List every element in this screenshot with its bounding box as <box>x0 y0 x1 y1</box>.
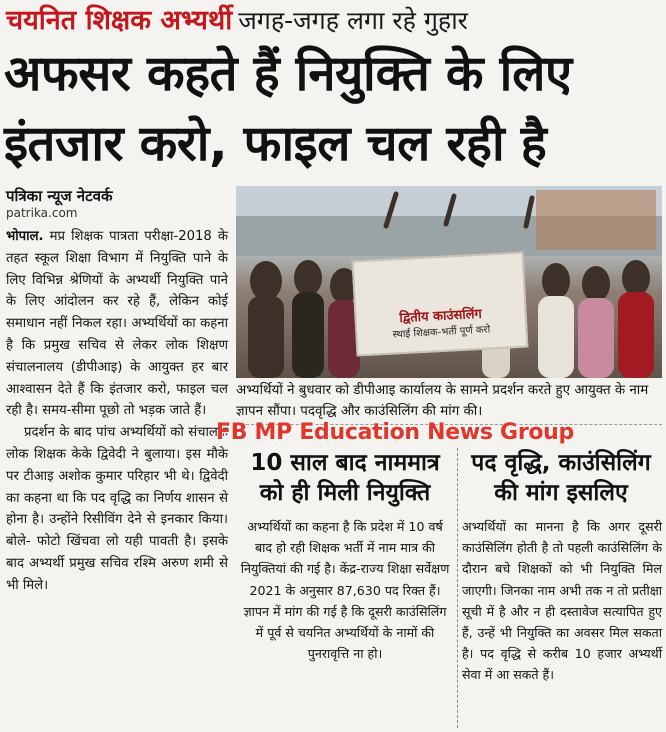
dateline-city: भोपाल. <box>6 229 44 244</box>
mid-column-article <box>238 516 452 664</box>
right-column-article <box>462 516 662 686</box>
mid-column-text: अभ्यर्थियों का कहना है कि प्रदेश में 10 वर्ष बाद हो रही शिक्षक भर्ती में नाम मात्र की नियुक्तियां की गई है। केंद्र-राज्य शिक्षा सर्वेक्षण 2021 के अनुसार 87,630 पद रिक्त हैं। ज्ञापन में मांग की गई है कि दूसरी काउंसिलिंग में पूर्व से चयनित अभ्यर्थियों के नामों की पुनरावृत्ति ना हो। <box>240 519 450 662</box>
headline-line-1: अफसर कहते हैं नियुक्ति के लिए <box>4 45 572 102</box>
protest-banner <box>352 252 529 357</box>
right-subhead: पद वृद्धि, काउंसिलिंग की मांग इसलिए <box>471 450 651 506</box>
left-column-article <box>6 226 228 597</box>
banner-subtitle: स्थाई शिक्षक-भर्ती पूर्ण करो <box>392 324 491 341</box>
watermark-text: FB MP Education News Group <box>216 420 574 445</box>
left-para-2: प्रदर्शन के बाद पांच अभ्यर्थियों को संचालक लोक शिक्षक केके द्विवेदी ने बुलाया। इस मौके पर टीआइ अशोक कुमार परिहार भी थे। द्विवेदी का कहना था कि पद वृद्धि का निर्णय शासन से होना है। उन्होंने रिसीविंग देने से इनकार किया। बोले- फोटो खिंचवा लो यही पावती है। इसके बाद अभ्यर्थी प्रमुख सचिव रश्मि अरुण शमी से भी मिले। <box>6 425 228 593</box>
photo-caption: अभ्यर्थियों ने बुधवार को डीपीआइ कार्यालय के सामने प्रदर्शन करते हुए आयुक्त के नाम ज्ञापन सौंपा। पदवृद्धि और काउंसिलिंग की मांग की। <box>236 383 649 419</box>
column-divider <box>457 448 458 728</box>
left-para-1-text: मप्र शिक्षक पात्रता परीक्षा-2018 के तहत स्कूल शिक्षा विभाग में नियुक्ति पाने के लिए विभिन्न श्रेणियों के अभ्यर्थी नियुक्ति पाने के लिए आंदोलन कर रहे हैं, लेकिन कोई समाधान नहीं निकल रहा। अभ्यर्थियों का कहना है कि प्रमुख सचिव से लेकर लोक शिक्षण संचालनालय (डीपीआइ) के आयुक्त हर बार आश्वासन देते हैं कि इंतजार करो, फाइल चल रही है। समय-सीमा पूछो तो भड़क जाते हैं। <box>6 229 228 419</box>
byline-site: patrika.com <box>6 206 78 220</box>
kicker-line <box>6 2 660 42</box>
left-para-1 <box>6 226 228 422</box>
kicker-rest: जगह-जगह लगा रहे गुहार <box>238 6 468 35</box>
banner-title: द्वितीय काउंसलिंग <box>399 306 483 327</box>
protest-photo <box>236 186 662 378</box>
mid-subhead: 10 साल बाद नाममात्र को ही मिली नियुक्ति <box>250 450 440 506</box>
kicker-tag: चयनित शिक्षक अभ्यर्थी <box>6 5 233 36</box>
headline-line-2: इंतजार करो, फाइल चल रही है <box>4 115 547 172</box>
byline-network: पत्रिका न्यूज नेटवर्क <box>6 187 113 205</box>
right-column-text: अभ्यर्थियों का मानना है कि अगर दूसरी काउंसिलिंग होती है तो पहली काउंसिलिंग के दौरान बचे शिक्षकों को भी नियुक्ति मिल जाएगी। जिनका नाम अभी तक न तो प्रतीक्षा सूची में है और न ही दस्तावेज सत्यापित हुए हैं, उन्हें भी नियुक्ति का अवसर मिल सकता है। पद वृद्धि से करीब 10 हजार अभ्यर्थी सेवा में आ सकते हैं। <box>462 519 662 683</box>
